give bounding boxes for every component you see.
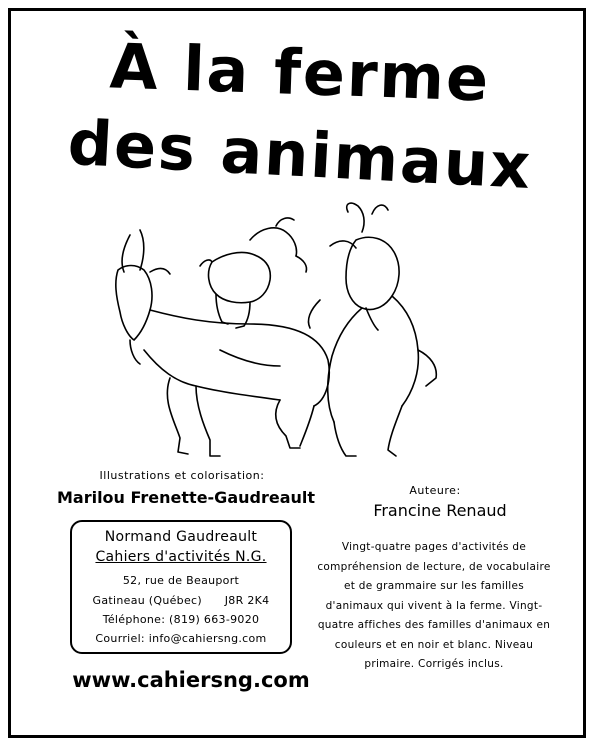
publisher-company: Cahiers d'activités N.G.	[95, 549, 267, 565]
publisher-city: Gatineau (Québec)	[92, 594, 202, 607]
publisher-person: Normand Gaudreault	[104, 529, 258, 545]
publisher-info-box	[70, 520, 292, 654]
author-caption: Auteure:	[409, 484, 461, 497]
publisher-city-line	[72, 594, 290, 607]
illustrator-name: Marilou Frenette-Gaudreault	[56, 488, 316, 507]
author-name: Francine Renaud	[373, 501, 507, 520]
title-line-1: À la ferme	[108, 29, 492, 116]
publisher-phone: Téléphone: (819) 663-9020	[102, 613, 260, 626]
title-line-2: des animaux	[66, 105, 534, 204]
goats-illustration	[100, 200, 460, 475]
website-url: www.cahiersng.com	[72, 668, 310, 692]
right-goat-drawing	[308, 203, 436, 456]
description-text: Vingt-quatre pages d'activités de compréhension de lecture, de vocabulaire et de grammaire sur les familles d'animaux qui vivent à la ferme. Vingt-quatre affiches des familles d'animaux en couleurs et en noir et blanc. Niveau primaire. Corrigés inclus.	[317, 541, 551, 670]
left-goat-drawing	[116, 230, 329, 456]
publisher-address: 52, rue de Beauport	[122, 574, 240, 587]
illustrator-caption: Illustrations et colorisation:	[99, 469, 265, 482]
publisher-postal-code: J8R 2K4	[224, 594, 270, 607]
publisher-email: Courriel: info@cahiersng.com	[95, 632, 267, 645]
baby-goat-drawing	[200, 218, 307, 328]
